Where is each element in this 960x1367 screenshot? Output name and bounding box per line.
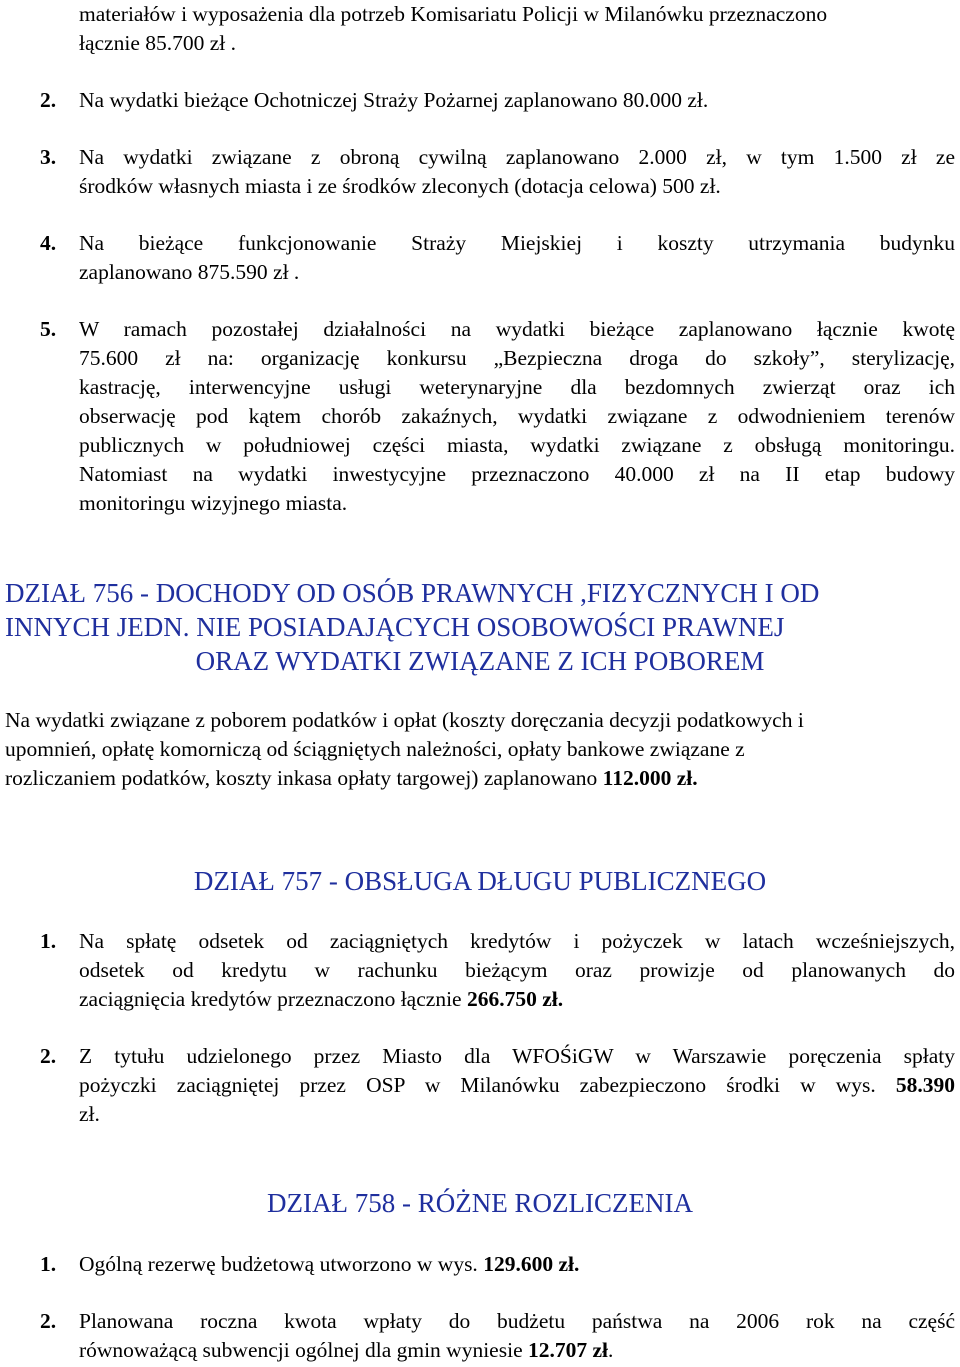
section-756-heading-line-2: INNYCH JEDN. NIE POSIADAJĄCYCH OSOBOWOŚCI PRAWNEJ — [5, 612, 785, 642]
item-3-line-2: środków własnych miasta i ze środków zleconych (dotacja celowa) 500 zł. — [79, 174, 721, 198]
section-758-item-1-line — [79, 1251, 579, 1277]
section-757-item-1-line-2: odsetek od kredytu w rachunku bieżącym oraz prowizje od planowanych do — [79, 958, 955, 982]
section-758-item-1-amount: 129.600 zł. — [483, 1252, 580, 1276]
item-number: 4. — [40, 231, 57, 255]
section-757-item-1-amount: 266.750 zł. — [466, 987, 564, 1011]
intro-line-2: łącznie 85.700 zł . — [79, 31, 237, 55]
item-3-line-1: Na wydatki związane z obroną cywilną zaplanowano 2.000 zł, w tym 1.500 zł ze — [79, 145, 955, 169]
section-758-item-2-amount: 12.707 zł — [527, 1338, 609, 1362]
section-758-item-1-text: Ogólną rezerwę budżetową utworzono w wys. — [79, 1252, 484, 1276]
section-756-heading-line-1: DZIAŁ 756 - DOCHODY OD OSÓB PRAWNYCH ,FIZYCZNYCH I OD — [5, 578, 820, 608]
section-756-heading-line-3: ORAZ WYDATKI ZWIĄZANE Z ICH POBOREM — [195, 646, 765, 676]
section-757-item-2-line-3: zł. — [79, 1102, 100, 1126]
section-758-item-2-line-1: Planowana roczna kwota wpłaty do budżetu państwa na 2006 rok na część — [79, 1309, 955, 1333]
section-757-item-2-text: pożyczki zaciągniętej przez OSP w Milanówku zabezpieczono środki w wys. — [79, 1073, 896, 1097]
item-number: 2. — [40, 1309, 57, 1333]
section-758-heading: DZIAŁ 758 - RÓŻNE ROZLICZENIA — [267, 1188, 693, 1218]
section-756-body-line-1: Na wydatki związane z poborem podatków i opłat (koszty doręczania decyzji podatkowych i — [5, 708, 804, 732]
item-5-line-1: W ramach pozostałej działalności na wydatki bieżące zaplanowano łącznie kwotę — [79, 317, 955, 341]
item-number: 5. — [40, 317, 57, 341]
item-number: 1. — [40, 929, 57, 953]
section-757-item-1-text: zaciągnięcia kredytów przeznaczono łącznie — [79, 987, 467, 1011]
section-757-heading: DZIAŁ 757 - OBSŁUGA DŁUGU PUBLICZNEGO — [193, 866, 767, 896]
item-2-text: Na wydatki bieżące Ochotniczej Straży Pożarnej zaplanowano 80.000 zł. — [79, 88, 709, 112]
section-757-item-2-line-2 — [79, 1072, 955, 1098]
item-4-line-1: Na bieżące funkcjonowanie Straży Miejskiej i koszty utrzymania budynku — [79, 231, 955, 255]
section-757-item-1-line-1: Na spłatę odsetek od zaciągniętych kredytów i pożyczek w latach wcześniejszych, — [79, 929, 955, 953]
item-number: 2. — [40, 88, 57, 112]
section-757-item-2-line-1: Z tytułu udzielonego przez Miasto dla WFOŚiGW w Warszawie poręczenia spłaty — [79, 1044, 955, 1068]
item-5-line-5: publicznych w południowej części miasta, wydatki związane z obsługą monitoringu. — [79, 433, 955, 457]
section-758-item-2-tail: . — [608, 1338, 614, 1362]
item-number: 2. — [40, 1044, 57, 1068]
item-5-line-4: obserwację pod kątem chorób zakaźnych, wydatki związane z odwodnieniem terenów — [79, 404, 955, 428]
section-756-body-text: rozliczaniem podatków, koszty inkasa opłaty targowej) zaplanowano — [5, 766, 603, 790]
item-5-line-6: Natomiast na wydatki inwestycyjne przeznaczono 40.000 zł na II etap budowy — [79, 462, 955, 486]
item-number: 1. — [40, 1252, 57, 1276]
item-number: 3. — [40, 145, 57, 169]
item-5-line-7: monitoringu wizyjnego miasta. — [79, 491, 348, 515]
item-4-line-2: zaplanowano 875.590 zł . — [79, 260, 300, 284]
item-5-line-2: 75.600 zł na: organizację konkursu „Bezpieczna droga do szkoły”, sterylizację, — [79, 346, 955, 370]
item-5-line-3: kastrację, interwencyjne usługi weterynaryjne dla bezdomnych zwierząt oraz ich — [79, 375, 955, 399]
section-758-item-2-line-2 — [79, 1337, 613, 1363]
intro-line-1: materiałów i wyposażenia dla potrzeb Komisariatu Policji w Milanówku przeznaczono — [79, 2, 828, 26]
section-758-item-2-text: równoważącą subwencji ogólnej dla gmin wyniesie — [79, 1338, 528, 1362]
section-756-amount: 112.000 zł. — [602, 766, 698, 790]
section-757-item-2-amount: 58.390 — [895, 1073, 955, 1097]
section-756-body-line-3 — [5, 765, 698, 791]
section-757-item-1-line-3 — [79, 986, 563, 1012]
section-756-body-line-2: upomnień, opłatę komorniczą od ściągniętych należności, opłaty bankowe związane z — [5, 737, 745, 761]
